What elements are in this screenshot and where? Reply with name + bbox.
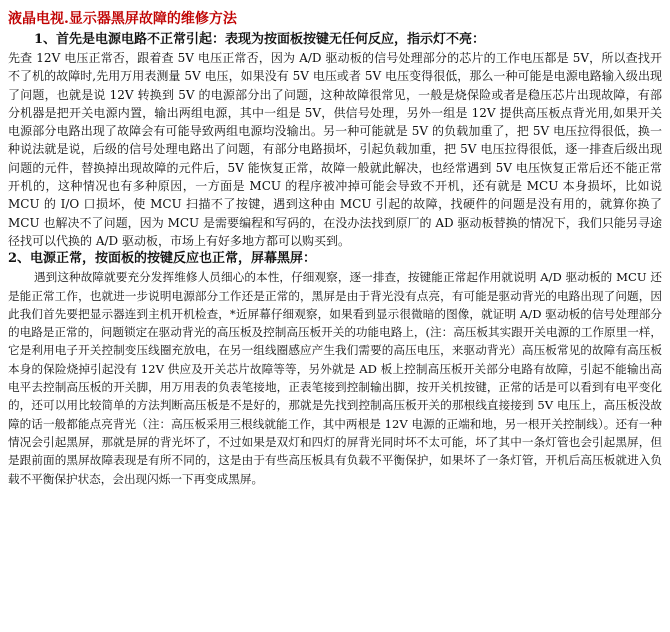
section-2-body: 遇到这种故障就要充分发挥维修人员细心的本性，仔细观察，逐一排查，按键能正常起作用就说明 A/D 驱动板的 MCU 还是能正常工作，也就进一步说明电源部分工作还是正常的，黑屏是由于背光没有点亮，有可能是驱动背光的电路出现了问题，因此我们首先要把显示器连到主机开机检查，*近屏幕仔细观察，如果看到显示很微暗的图像，就证明 A/D 驱动板的信号处理部分的电路是正常的，问题锁定在驱动背光的高压板及控制高压板开关的功能电路上，(注：高压板其实跟开关电源的工作原里一样，它是利用电子开关控制变压线圈充放电，在另一组线圈感应产生我们需要的高压电压，来驱动背光）高压板常见的故障有高压板本身的保险烧掉引起没有 12V 供应及开关芯片故障等等，另外就是 AD 板上控制高压板开关部分电路有故障，引起不能输出高电平去控制高压板的开关脚，用万用表的负表笔接地，正表笔接到控制输出脚，按开关机按键，正常的话是可以看到有电平变化的，还可以用比较简单的方法判断高压板是不是好的，那就是先找到控制高压板开关的那根线直接接到 5V 电压上，高压板没故障的话一般都能点亮背光（注：高压板采用三根线就能工作，其中两根是 12V 电源的正端和地，另一根开关控制线）。还有一种情况会引起黑屏，那就是屏的背光坏了，不过如果是双灯和四灯的屏背光同时坏不太可能，坏了其中一条灯管也会引起黑屏，但是跟前面的黑屏故障表现是有所不同的，这是由于有些高压板具有负载不平衡保护，如果坏了一条灯管，开机后高压板就进入负载不平衡保护状态，会出现闪烁一下再变成黑屏。 [8, 270, 662, 486]
section-1-body: 先查 12V 电压正常否，跟着查 5V 电压正常否，因为 A/D 驱动板的信号处理部分的芯片的工作电压都是 5V，所以查找开不了机的故障时,先用万用表测量 5V 电压，如果没有 5V 电压或者 5V 电压变得很低，那么一种可能是电源电路输入级出现了问题，也就是说 12V 转换到 5V 的电源部分出了问题，这种故障很常见，一般是烧保险或者是稳压芯片出现故障，有部分机器是把开关电源内置，输出两组电源，其中一组是 5V，供信号处理，另外一组是 12V 提供高压板点背光用,如果开关电源部分电路出现了故障会有可能导致两组电源均没输出。另一种可能就是 5V 的负载加重了，把 5V 电压拉得很低，换一种说法就是说，后级的信号处理电路出了问题，有部分电路损坏，引起负载加重，把 5V 电压拉得很低，逐一排查后级出现问题的元件，替换掉出现故障的元件后，5V 能恢复正常，故障一般就此解决，也经常遇到 5V 电压恢复正常后还不能正常开机的，这种情况也有多种原因，一方面是 MCU 的程序被冲掉可能会导致不开机，还有就是 MCU 本身损坏，比如说 MCU 的 I/O 口损坏，使 MCU 扫描不了按键，遇到这种由 MCU 引起的故障，找硬件的问题是没有用的，就算你换了 MCU 也解决不了问题，因为 MCU 是需要编程和写码的，在没办法找到原厂的 AD 驱动板替换的情况下，我们只能另寻途径找可以代换的 A/D 驱动板，市场上有好多地方都可以购买到。 [8, 51, 662, 248]
page-title: 液晶电视.显示器黑屏故障的维修方法 [8, 11, 237, 27]
section-2-heading: 2、电源正常，按面板的按键反应也正常，屏幕黑屏： [8, 251, 317, 267]
section-1-heading: 1、首先是电源电路不正常引起：表现为按面板按键无任何反应，指示灯不亮： [34, 32, 486, 47]
